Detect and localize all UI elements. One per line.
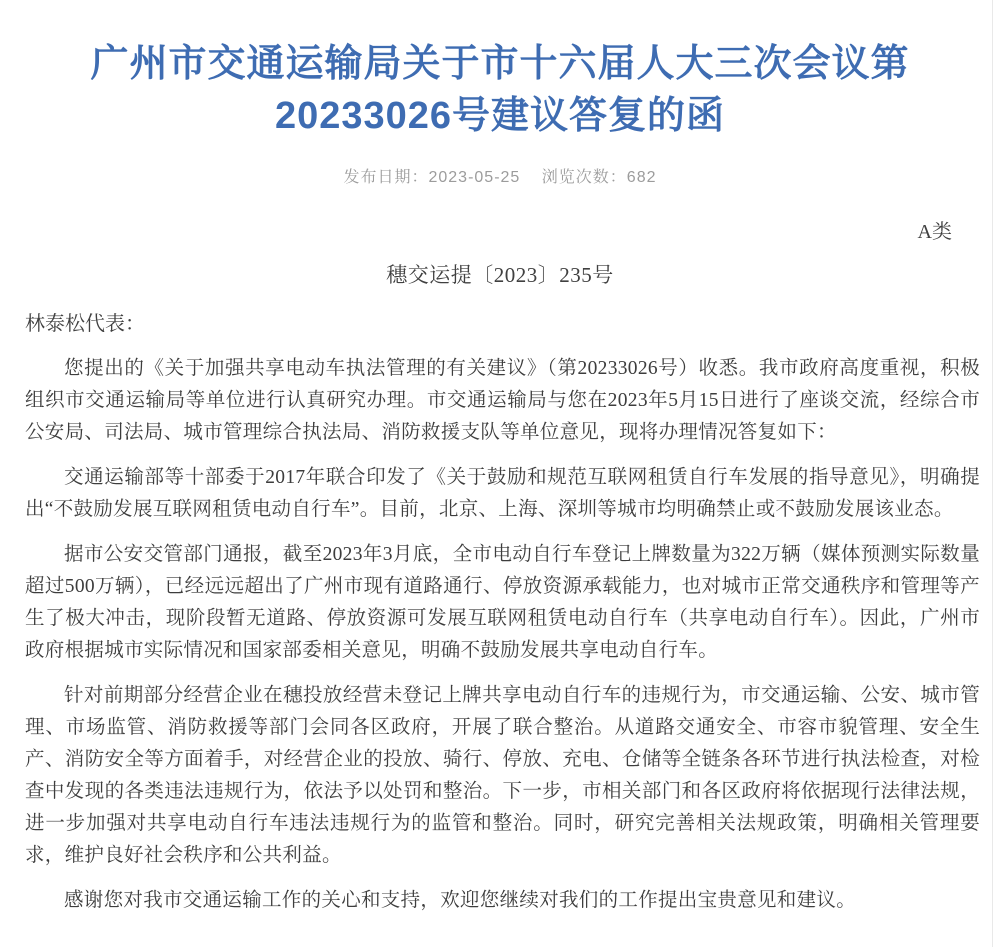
article-meta	[0, 164, 1000, 187]
paragraph: 您提出的《关于加强共享电动车执法管理的有关建议》（第20233026号）收悉。我市政府高度重视，积极组织市交通运输局等单位进行认真研究办理。市交通运输局与您在2023年5月15日进行了座谈交流，经综合市公安局、司法局、城市管理综合执法局、消防救援支队等单位意见，现将办理情况答复如下：	[25, 358, 980, 443]
paragraph: 感谢您对我市交通运输工作的关心和支持，欢迎您继续对我们的工作提出宝贵意见和建议。	[64, 890, 857, 911]
document-number: 穗交运提〔2023〕235号	[386, 263, 614, 287]
page-title-line-2: 20233026号建议答复的函	[274, 95, 726, 137]
page-title	[0, 38, 1000, 142]
view-count: 浏览次数：682	[541, 169, 657, 186]
reply-class-label: A类	[917, 221, 952, 243]
salutation: 林泰松代表：	[25, 313, 145, 335]
page-edge-line	[992, 0, 993, 947]
paragraph-list	[0, 353, 1000, 917]
page-title-line-1: 广州市交通运输局关于市十六届人大三次会议第	[90, 43, 910, 85]
document-body	[0, 221, 1000, 917]
paragraph: 据市公安交管部门通报，截至2023年3月底，全市电动自行车登记上牌数量为322万辆（媒体预测实际数量超过500万辆），已经远远超出了广州市现有道路通行、停放资源承载能力，也对城市正常交通秩序和管理等产生了极大冲击，现阶段暂无道路、停放资源可发展互联网租赁电动自行车（共享电动自行车）。因此，广州市政府根据城市实际情况和国家部委相关意见，明确不鼓励发展共享电动自行车。	[25, 544, 980, 661]
paragraph: 针对前期部分经营企业在穗投放经营未登记上牌共享电动自行车的违规行为，市交通运输、公安、城市管理、市场监管、消防救援等部门会同各区政府，开展了联合整治。从道路交通安全、市容市貌管理、安全生产、消防安全等方面着手，对经营企业的投放、骑行、停放、充电、仓储等全链条各环节进行执法检查，对检查中发现的各类违法违规行为，依法予以处罚和整治。下一步，市相关部门和各区政府将依据现行法律法规，进一步加强对共享电动自行车违法违规行为的监管和整治。同时，研究完善相关法规政策，明确相关管理要求，维护良好社会秩序和公共利益。	[25, 685, 980, 866]
publish-date: 发布日期：2023-05-25	[343, 169, 521, 186]
paragraph: 交通运输部等十部委于2017年联合印发了《关于鼓励和规范互联网租赁自行车发展的指导意见》，明确提出“不鼓励发展互联网租赁电动自行车”。目前，北京、上海、深圳等城市均明确禁止或不鼓励发展该业态。	[25, 467, 980, 520]
